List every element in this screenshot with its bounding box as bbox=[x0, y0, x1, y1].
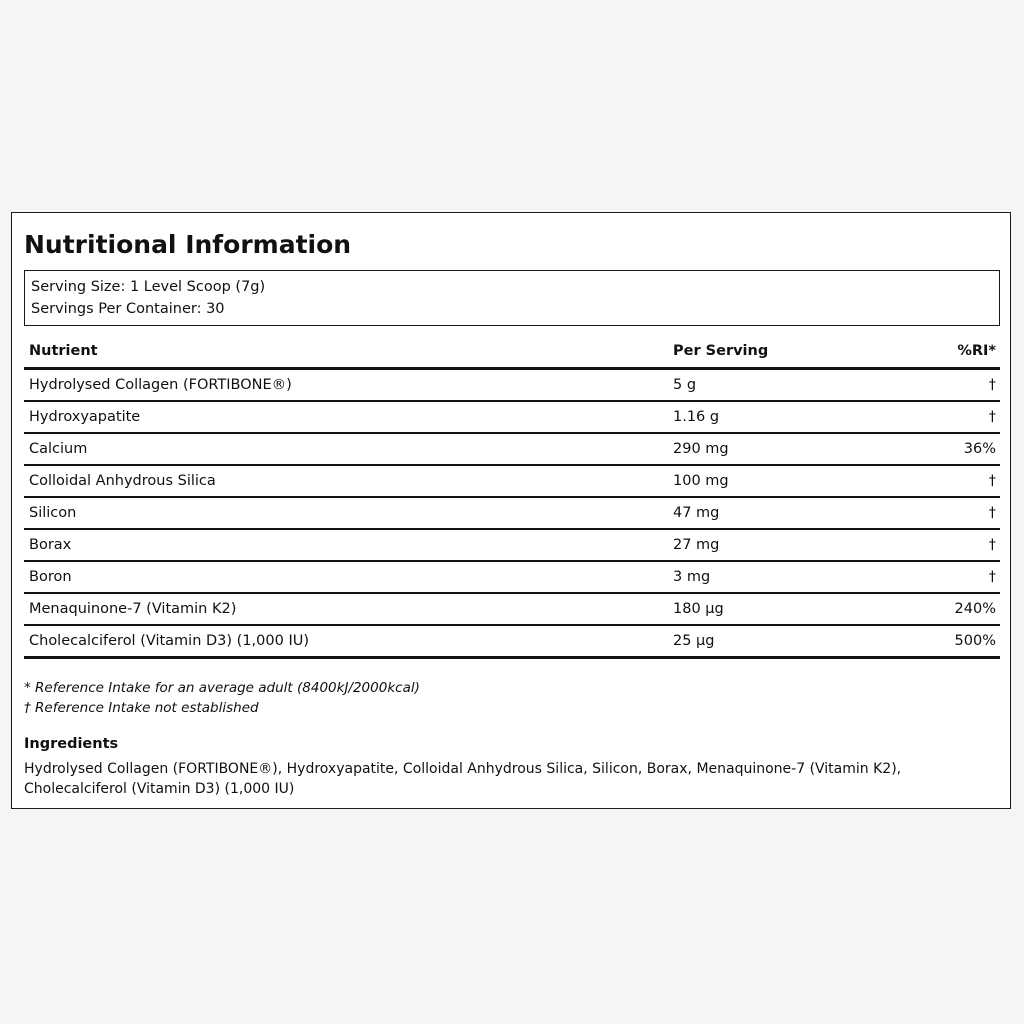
table-row bbox=[24, 434, 1000, 466]
nutrient-name: Cholecalciferol (Vitamin D3) (1,000 IU) bbox=[29, 633, 309, 649]
ri-value: † bbox=[988, 377, 996, 393]
ri-value: † bbox=[988, 537, 996, 553]
column-header-nutrient: Nutrient bbox=[29, 343, 98, 359]
table-row bbox=[24, 402, 1000, 434]
column-header-ri: %RI* bbox=[957, 343, 996, 359]
per-serving-value: 290 mg bbox=[673, 441, 729, 457]
page-title: Nutritional Information bbox=[24, 230, 352, 259]
ingredients-heading: Ingredients bbox=[24, 736, 119, 752]
ri-value: 36% bbox=[963, 441, 996, 457]
table-row bbox=[24, 530, 1000, 562]
servings-per-container: Servings Per Container: 30 bbox=[31, 301, 225, 317]
per-serving-value: 27 mg bbox=[673, 537, 720, 553]
per-serving-value: 180 µg bbox=[673, 601, 724, 617]
ri-value: † bbox=[988, 569, 996, 585]
table-header bbox=[24, 335, 1000, 370]
serving-info-box bbox=[24, 270, 1000, 326]
nutrient-name: Borax bbox=[29, 537, 72, 553]
nutrient-name: Boron bbox=[29, 569, 72, 585]
nutrient-name: Hydrolysed Collagen (FORTIBONE®) bbox=[29, 377, 292, 393]
nutrition-table bbox=[24, 335, 1000, 659]
ingredients-text: Hydrolysed Collagen (FORTIBONE®), Hydroxyapatite, Colloidal Anhydrous Silica, Silicon, Borax, Menaquinone-7 (Vitamin K2), Cholecalciferol (Vitamin D3) (1,000 IU) bbox=[24, 761, 902, 797]
nutrient-name: Calcium bbox=[29, 441, 88, 457]
footnote-not-established: † Reference Intake not established bbox=[24, 700, 259, 716]
ri-value: † bbox=[988, 473, 996, 489]
column-header-per-serving: Per Serving bbox=[673, 343, 769, 359]
per-serving-value: 100 mg bbox=[673, 473, 729, 489]
serving-size: Serving Size: 1 Level Scoop (7g) bbox=[31, 279, 266, 295]
ri-value: 240% bbox=[954, 601, 996, 617]
footnote-reference-intake: * Reference Intake for an average adult (8400kJ/2000kcal) bbox=[24, 680, 420, 696]
nutrient-name: Menaquinone-7 (Vitamin K2) bbox=[29, 601, 237, 617]
nutrient-name: Colloidal Anhydrous Silica bbox=[29, 473, 216, 489]
table-row bbox=[24, 594, 1000, 626]
per-serving-value: 47 mg bbox=[673, 505, 720, 521]
nutrient-name: Silicon bbox=[29, 505, 77, 521]
table-row bbox=[24, 466, 1000, 498]
nutrition-panel bbox=[11, 212, 1011, 809]
table-row bbox=[24, 562, 1000, 594]
per-serving-value: 25 µg bbox=[673, 633, 715, 649]
ri-value: 500% bbox=[954, 633, 996, 649]
nutrient-name: Hydroxyapatite bbox=[29, 409, 141, 425]
table-row bbox=[24, 498, 1000, 530]
table-row bbox=[24, 626, 1000, 659]
ri-value: † bbox=[988, 505, 996, 521]
per-serving-value: 1.16 g bbox=[673, 409, 720, 425]
per-serving-value: 5 g bbox=[673, 377, 697, 393]
table-row bbox=[24, 370, 1000, 402]
ri-value: † bbox=[988, 409, 996, 425]
per-serving-value: 3 mg bbox=[673, 569, 711, 585]
